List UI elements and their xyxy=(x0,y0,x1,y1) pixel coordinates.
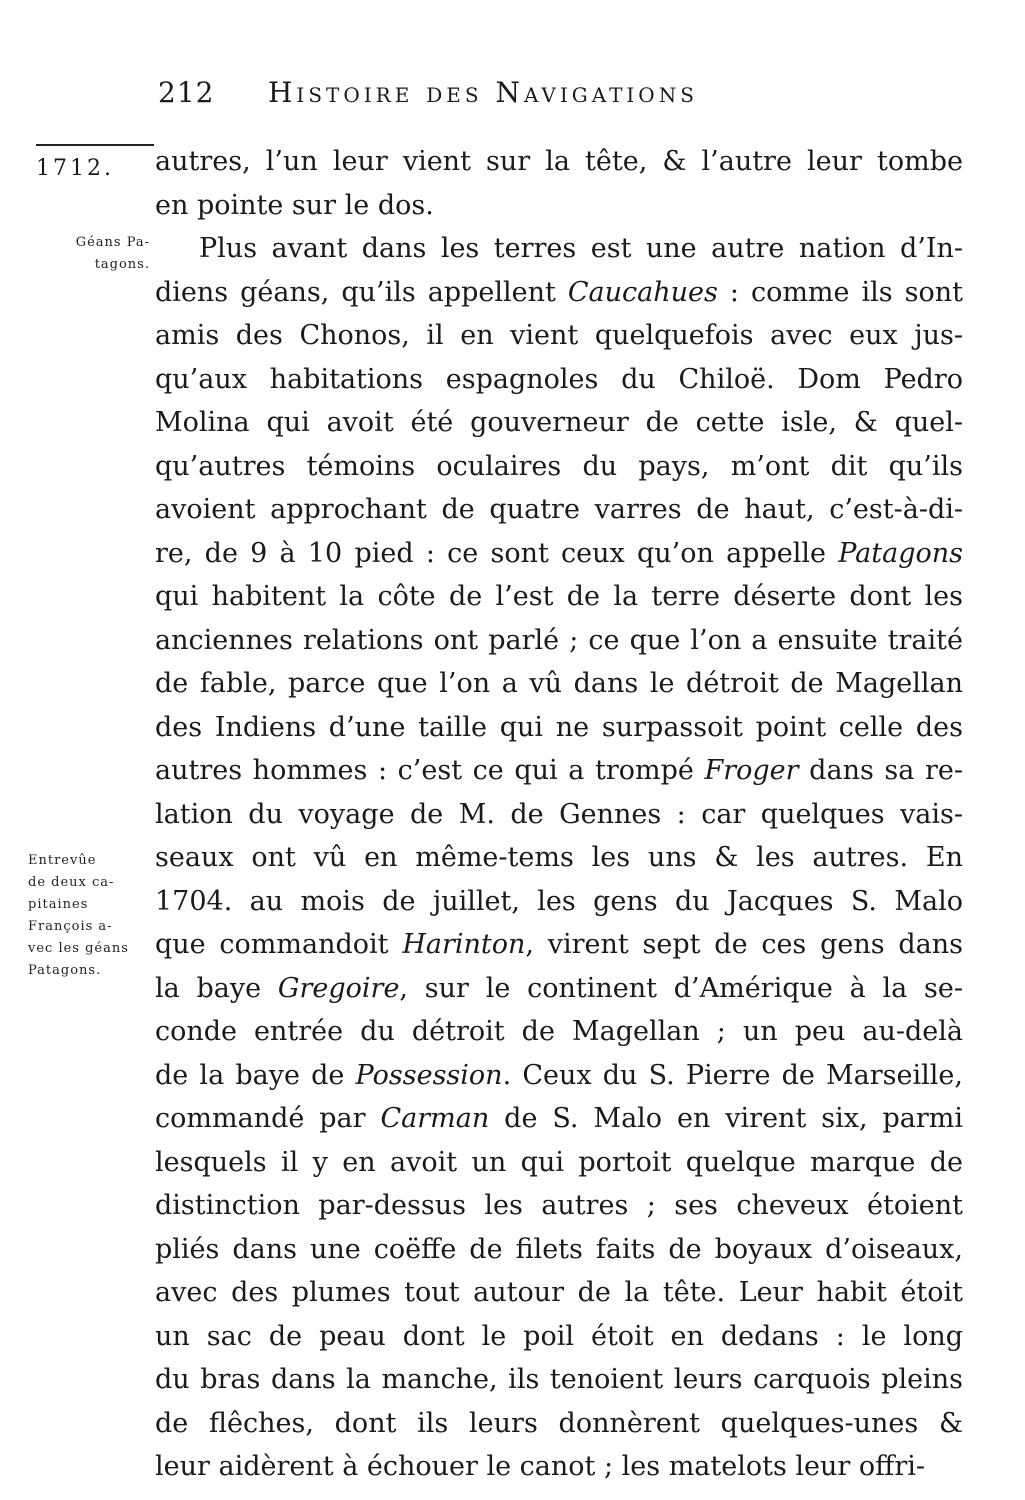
text-run: autres hommes : c’est ce qui a trompé xyxy=(155,755,705,786)
text-run: de la baye de xyxy=(155,1059,356,1091)
text-run: avoient approchant de quatre varres de haut, c’est-à-di- xyxy=(155,494,963,525)
text-run: , virent sept de ces gens dans xyxy=(525,929,963,960)
text-run: : comme ils sont xyxy=(717,276,963,308)
margin-note-line: tagons. xyxy=(94,257,150,272)
text-run: . Ceux du S. Pierre de Marseille, xyxy=(502,1059,963,1091)
text-line xyxy=(155,1097,963,1141)
text-run: anciennes relations ont parlé ; ce que l’on a ensuite traité xyxy=(155,624,963,656)
page-number: 212 xyxy=(158,76,215,109)
text-line xyxy=(155,401,963,445)
text-run: pliés dans une coëffe de filets faits de boyaux d’oiseaux, xyxy=(155,1233,963,1265)
text-line xyxy=(155,967,963,1011)
text-run: autres, l’un leur vient sur la tête, & l’autre leur tombe xyxy=(155,146,963,177)
text-run: commandé par xyxy=(155,1103,381,1134)
text-line xyxy=(155,793,963,837)
text-line xyxy=(155,1315,963,1359)
text-run: diens géans, qu’ils appellent xyxy=(155,276,568,308)
margin-note-line: vec les géans xyxy=(28,941,129,956)
italic-term: Possession xyxy=(355,1059,503,1091)
text-run: du bras dans la manche, ils tenoient leurs carquois pleins xyxy=(155,1364,963,1395)
text-run: , sur le continent d’Amérique à la se- xyxy=(399,972,963,1004)
margin-note-giants xyxy=(28,232,150,276)
text-line xyxy=(155,227,963,271)
text-line xyxy=(155,445,963,489)
text-line xyxy=(155,836,963,880)
text-run: un sac de peau dont le poil étoit en dedans : le long xyxy=(155,1320,963,1352)
italic-term: Harinton xyxy=(402,929,526,960)
italic-term: Froger xyxy=(704,755,799,786)
text-line xyxy=(155,1271,963,1315)
text-line xyxy=(155,706,963,750)
text-run: conde entrée du détroit de Magellan ; un peu au-delà xyxy=(155,1016,963,1047)
margin-note-line: de deux ca- xyxy=(28,875,115,890)
text-run: la baye xyxy=(155,972,278,1004)
body-text xyxy=(155,140,963,1489)
text-run: dans sa re- xyxy=(798,755,963,786)
text-line xyxy=(155,923,963,967)
text-run: 1704. au mois de juillet, les gens du Jacques S. Malo xyxy=(155,885,963,917)
text-line xyxy=(155,880,963,924)
text-run: qui habitent la côte de l’est de la terre déserte dont les xyxy=(155,581,963,612)
text-run: re, de 9 à 10 pied : ce sont ceux qu’on appelle xyxy=(155,537,839,569)
italic-term: Carman xyxy=(380,1103,490,1134)
text-line xyxy=(155,140,963,184)
text-line xyxy=(155,749,963,793)
text-line xyxy=(155,1054,963,1098)
text-line xyxy=(155,1141,963,1185)
text-run: qu’autres témoins oculaires du pays, m’ont dit qu’ils xyxy=(155,450,963,482)
text-run: avec des plumes tout autour de la tête. Leur habit étoit xyxy=(155,1277,963,1308)
margin-note-line: Entrevûe xyxy=(28,853,97,868)
page-header xyxy=(158,76,958,116)
text-line xyxy=(155,271,963,315)
text-line xyxy=(155,575,963,619)
text-run: qu’aux habitations espagnoles du Chiloë. Dom Pedro xyxy=(155,363,963,395)
text-run: des Indiens d’une taille qui ne surpassoit point celle des xyxy=(155,711,963,743)
text-line xyxy=(155,1445,963,1489)
text-run: distinction par-dessus les autres ; ses cheveux étoient xyxy=(155,1190,963,1221)
text-line xyxy=(155,358,963,402)
text-run: de flêches, dont ils leurs donnèrent quelques-unes & xyxy=(155,1407,963,1439)
italic-term: Gregoire xyxy=(277,972,400,1004)
italic-term: Patagons xyxy=(838,537,963,569)
margin-note-line: pitaines xyxy=(28,897,89,912)
text-line xyxy=(155,314,963,358)
text-run: Molina qui avoit été gouverneur de cette isle, & quel- xyxy=(155,407,963,438)
text-line xyxy=(155,619,963,663)
margin-note-line: Patagons. xyxy=(28,963,102,978)
text-run: lation du voyage de M. de Gennes : car quelques vais- xyxy=(155,798,963,830)
text-line xyxy=(155,184,963,228)
text-run: de fable, parce que l’on a vû dans le détroit de Magellan xyxy=(155,668,963,699)
text-line xyxy=(155,1010,963,1054)
margin-rule xyxy=(36,144,154,146)
margin-note-line: Géans Pa- xyxy=(75,235,150,250)
text-run: amis des Chonos, il en vient quelquefois avec eux jus- xyxy=(155,320,963,351)
text-run: en pointe sur le dos. xyxy=(155,189,434,221)
text-run: que commandoit xyxy=(155,929,403,960)
text-line xyxy=(155,532,963,576)
text-line xyxy=(155,488,963,532)
text-line xyxy=(155,1184,963,1228)
running-title: Histoire des Navigations xyxy=(268,76,698,109)
text-line xyxy=(155,1402,963,1446)
margin-note-line: François a- xyxy=(28,919,113,934)
margin-note-meeting xyxy=(28,850,150,982)
text-line xyxy=(155,1358,963,1402)
text-run: lesquels il y en avoit un qui portoit quelque marque de xyxy=(155,1146,963,1178)
text-run: leur aidèrent à échouer le canot ; les matelots leur offri- xyxy=(155,1451,926,1482)
italic-term: Caucahues xyxy=(567,276,718,308)
text-run: de S. Malo en virent six, parmi xyxy=(489,1103,963,1134)
text-line xyxy=(155,1228,963,1272)
text-line xyxy=(155,662,963,706)
margin-year: 1712. xyxy=(36,156,114,181)
text-run: seaux ont vû en même-tems les uns & les autres. En xyxy=(155,842,963,873)
text-run: Plus avant dans les terres est une autre nation d’In- xyxy=(199,233,963,264)
